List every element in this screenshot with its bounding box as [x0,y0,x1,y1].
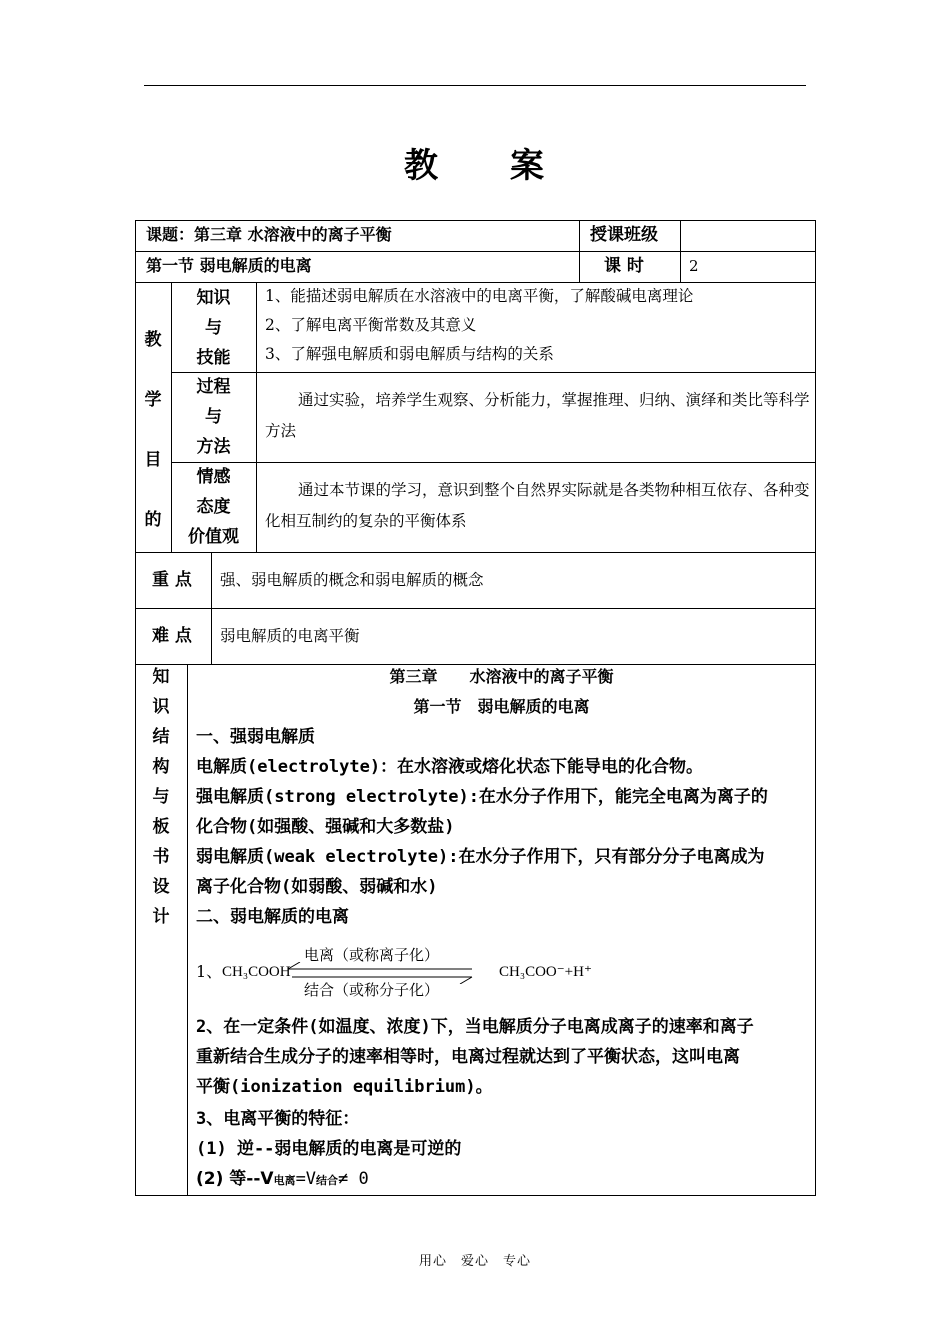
knowledge-item-1: 1、能描述弱电解质在水溶液中的电离平衡，了解酸碱电离理论 [265,287,694,305]
board-weak-1: 弱电解质(weak electrolyte):在水分子作用下，只有部分分子电离成为 [196,847,765,867]
board-chapter: 第三章 水溶液中的离子平衡 [389,667,614,686]
board-p2-3: 平衡(ionization equilibrium)。 [196,1077,493,1097]
board-h1: 一、强弱电解质 [196,727,315,747]
process-text: 通过实验，培养学生观察、分析能力，掌握推理、归纳、演绎和类比等科学方法 [265,391,810,440]
header-rule [144,85,806,86]
board-h2: 二、弱电解质的电离 [196,907,349,927]
hours-value: 2 [689,257,699,275]
board-electrolyte: 电解质(electrolyte)：在水溶液或熔化状态下能导电的化合物。 [196,757,704,777]
board-p2-2: 重新结合生成分子的速率相等时，电离过程就达到了平衡状态，这叫电离 [196,1047,740,1067]
equation-top-label: 电离（或称离子化） [304,946,440,964]
knowledge-label: 知识 与 技能 [196,288,231,368]
board-feature-2: (2) 等--V电离=V结合≠ 0 [196,1169,369,1189]
process-label: 过程 与 方法 [196,377,231,457]
equation-right: CH₃COO⁻+H⁺ [499,964,592,980]
equation-index: 1、 [196,962,223,981]
board-h3: 3、电离平衡的特征： [196,1109,360,1129]
key-point-text: 强、弱电解质的概念和弱电解质的概念 [220,571,484,589]
class-label: 授课班级 [590,225,658,245]
hours-label: 课 时 [604,256,644,276]
difficult-point-label: 难 点 [152,626,192,646]
page-title: 教 案 [404,146,546,186]
attitude-text: 通过本节课的学习，意识到整个自然界实际就是各类物种相互依存、各种变化相互制约的复杂的平衡体系 [265,481,810,530]
key-point-label: 重 点 [152,570,192,590]
board-strong-1: 强电解质(strong electrolyte):在水分子作用下，能完全电离为离子的 [196,787,768,807]
knowledge-item-2: 2、了解电离平衡常数及其意义 [265,316,477,334]
difficult-point-text: 弱电解质的电离平衡 [220,627,360,645]
page-footer: 用心 爱心 专心 [418,1254,531,1269]
objectives-label: 教 学 目 的 [144,330,162,530]
board-feature-1: (1) 逆--弱电解质的电离是可逆的 [196,1139,462,1159]
equation-bottom-label: 结合（或称分子化） [304,981,440,999]
board-weak-2: 离子化合物(如弱酸、弱碱和水) [196,877,438,897]
equilibrium-arrow-icon [286,962,478,984]
knowledge-item-3: 3、了解强电解质和弱电解质与结构的关系 [265,345,554,363]
equation-left: CH₃COOH [222,964,291,980]
board-strong-2: 化合物(如强酸、强碱和大多数盐) [196,817,455,837]
board-label: 知 识 结 构 与 板 书 设 计 [152,667,170,927]
attitude-label: 情感 态度 价值观 [188,467,239,547]
board-p2-1: 2、在一定条件(如温度、浓度)下，当电解质分子电离成离子的速率和离子 [196,1017,754,1037]
board-section: 第一节 弱电解质的电离 [413,697,590,716]
topic-line-2: 第一节 弱电解质的电离 [146,256,312,275]
topic-line-1: 课题：第三章 水溶液中的离子平衡 [146,225,392,244]
